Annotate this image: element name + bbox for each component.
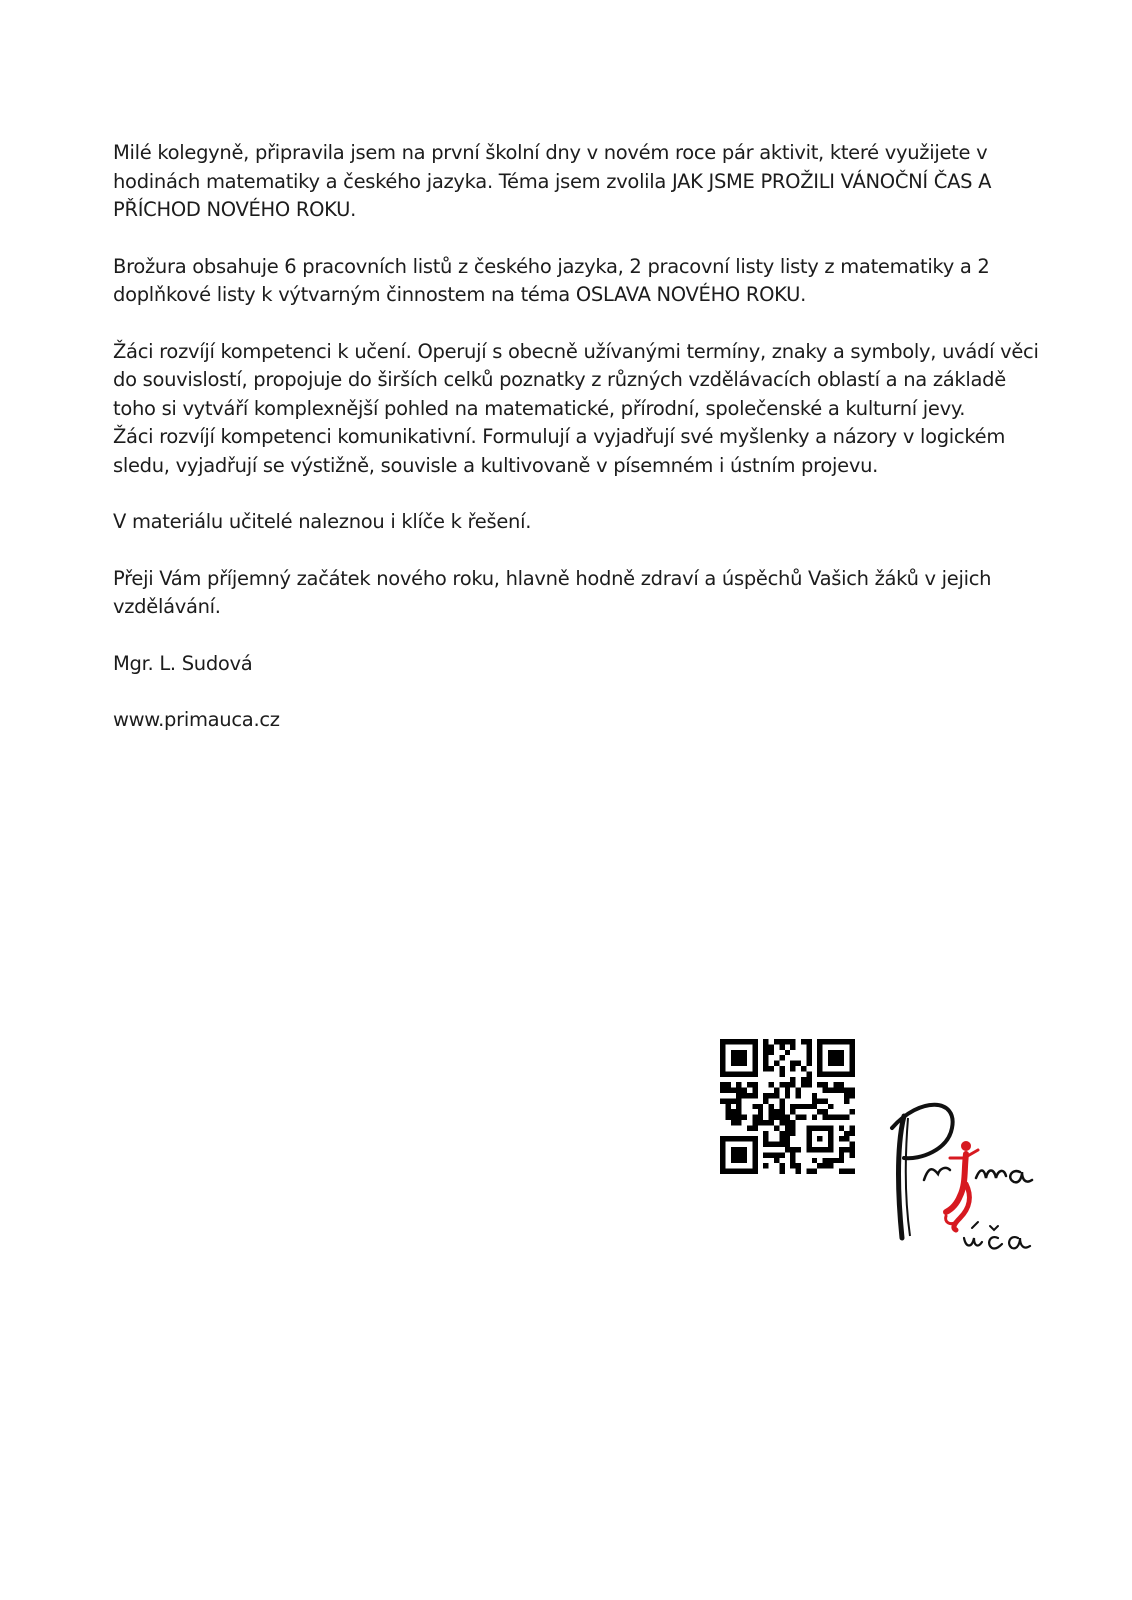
paragraph-competence-learning: Žáci rozvíjí kompetenci k učení. Operují s obecně užívanými termíny, znaky a symboly, uvádí věci do souvislostí, propojuje do širších celků poznatky z různých vzdělávacích oblastí a na základě toho si vytváří komplexnější pohled na matematické, přírodní, společenské a kulturní jevy.: [113, 339, 1039, 420]
logo-text-uca: úča: [945, 1233, 975, 1252]
prima-uca-logo: [880, 1088, 1040, 1273]
paragraph-intro: Milé kolegyně, připravila jsem na první školní dny v novém roce pár aktivit, které využijete v hodinách matematiky a českého jazyka. Téma jsem zvolila JAK JSME PROŽILI VÁNOČNÍ ČAS A PŘÍCHOD NOVÉHO ROKU.: [113, 141, 992, 221]
signature: Mgr. L. Sudová: [113, 651, 253, 675]
paragraph-competence-communication: Žáci rozvíjí kompetenci komunikativní. Formulují a vyjadřují své myšlenky a názory v logickém sledu, vyjadřují se výstižně, souvisle a kultivovaně v písemném i ústním projevu.: [113, 425, 1006, 477]
paragraph-keys: V materiálu učitelé naleznou i klíče k řešení.: [113, 510, 532, 533]
qr-code-icon: [720, 1039, 855, 1174]
paragraph-contents: Brožura obsahuje 6 pracovních listů z českého jazyka, 2 pracovní listy listy z matematiky a 2 doplňkové listy k výtvarným činnostem na téma OSLAVA NOVÉHO ROKU.: [113, 254, 990, 306]
website-link[interactable]: www.primauca.cz: [113, 708, 280, 731]
paragraph-wishes: Přeji Vám příjemný začátek nového roku, hlavně hodně zdraví a úspěchů Vašich žáků v jejich vzdělávání.: [113, 566, 992, 618]
logo-text-prima: Prima: [937, 1165, 983, 1184]
letter-body: [113, 139, 1043, 763]
